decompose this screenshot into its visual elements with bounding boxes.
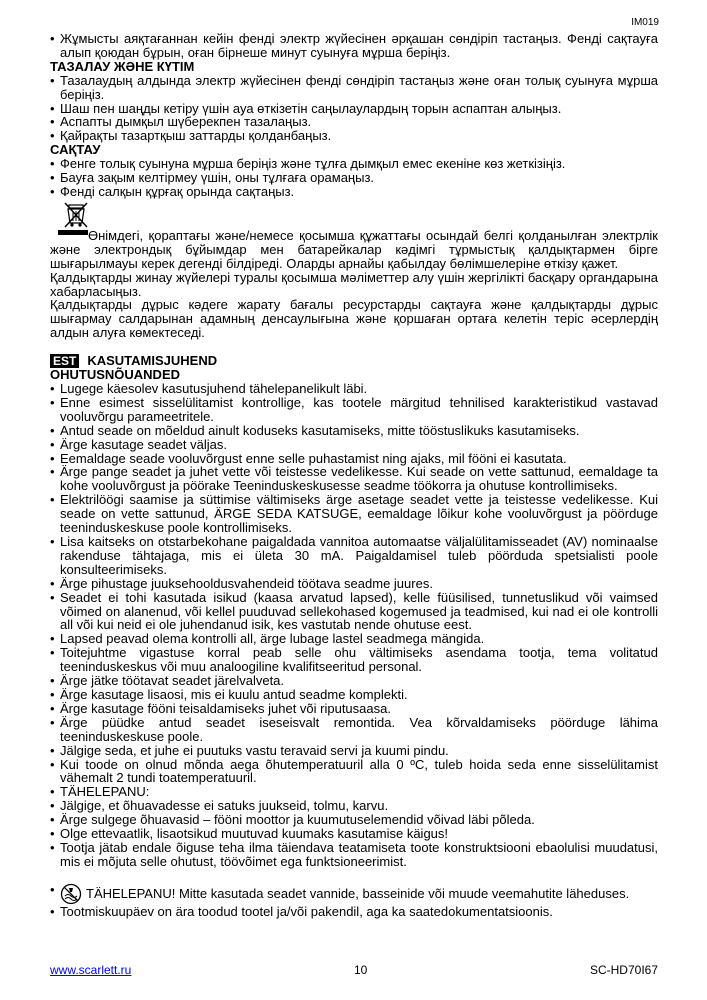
list-item: • Бауға зақым келтірмеу үшін, оны тұлғаға орамаңыз.	[50, 171, 658, 185]
list-item: • TÄHELEPANU:	[50, 785, 658, 799]
warning-item	[50, 883, 658, 905]
est-safety-heading: OHUTUSNÕUANDED	[50, 367, 180, 383]
kz-storage-list	[50, 157, 658, 199]
list-item: • Қайрақты тазартқыш заттарды қолданбаңыз.	[50, 129, 658, 143]
warning-line	[60, 883, 658, 905]
list-item: • Lapsed peavad olema kontrolli all, ärge lubage lastel seadmega mängida.	[50, 632, 658, 646]
list-item: • Ärge kasutage lisaosi, mis ei kuulu antud seadme komplekti.	[50, 688, 658, 702]
list-item: • Аспапты дымқыл шүберекпен тазалаңыз.	[50, 115, 658, 129]
page-footer	[50, 963, 658, 977]
website-link[interactable]: www.scarlett.ru	[50, 963, 132, 977]
list-item: • Eemaldage seade vooluvõrgust enne selle puhastamist ning ajaks, mil fööni ei kasutata.	[50, 452, 658, 466]
weee-paragraph: Өнімдегі, қораптағы және/немесе қосымша құжаттағы осындай белгі қолданылған электрлік және электрондық бұйымдар мен батарейкалар кәдімгі тұрмыстық қалдықтармен бірге шығарылмауы керек дегенді білдіреді. Оларды арнайы қабылдау бөлімшелеріне өткізу қажет.	[50, 227, 658, 271]
est-warning-list	[50, 883, 658, 919]
list-item: • Toitejuhtme vigastuse korral peab selle ohu vältimiseks asendama tootja, tema volitatud teeninduskeskus või muu analoogiline kvalifitseeritud personal.	[50, 646, 658, 674]
list-item: • Enne esimest sisselülitamist kontrollige, kas tootele märgitud tehnilised karakteristikud vastavad vooluvõrgu parameetritele.	[50, 396, 658, 424]
list-item: • Ärge pihustage juuksehooldusvahendeid töötava seadme juures.	[50, 577, 658, 591]
list-item: • Тазалаудың алдында электр жүйесінен фенді сөндіріп тастаңыз және оған толық суынуға мұрша беріңіз.	[50, 74, 658, 102]
no-water-icon	[60, 883, 82, 905]
est-safety-list	[50, 382, 658, 869]
est-section-title	[50, 354, 658, 368]
list-item: • Jälgige, et õhuavadesse ei satuks juukseid, tolmu, karvu.	[50, 799, 658, 813]
list-item: • Ärge püüdke antud seadet iseseisvalt remontida. Vea kõrvaldamiseks pöörduge lähima teeninduskeskuse poole.	[50, 716, 658, 744]
list-item: • Antud seade on mõeldud ainult koduseks kasutamiseks, mitte tööstuslikuks kasutamiseks.	[50, 424, 658, 438]
weee-notice	[50, 229, 658, 340]
warning-text: • TÄHELEPANU! Mitte kasutada seadet vannide, basseinide või muude veemahutite läheduses.	[86, 885, 630, 901]
list-item: • Ärge kasutage seadet väljas.	[50, 438, 658, 452]
kz-cleaning-list	[50, 74, 658, 144]
list-item: • Tootmiskuupäev on ära toodud tootel ja/või pakendil, aga ka saatedokumentatsioonis.	[50, 905, 658, 919]
list-item: • Seadet ei tohi kasutada isikud (kaasa arvatud lapsed), kelle füüsilised, tunnetuslikud või vaimsed võimed on alanenud, või kellel puuduvad sellekohased kogemused ja teadmised, kui nad ei ole kontrolli all või kui neid ei ole juhendanud isik, kes vastutab nende ohutuse eest.	[50, 591, 658, 633]
weee-paragraph: Қалдықтарды жинау жүйелері туралы қосымша мәліметтер алу үшін жергілікті басқару органдарына хабарласыңыз.	[50, 269, 658, 299]
manual-title: KASUTAMISJUHEND	[87, 353, 218, 369]
page-number: 10	[353, 963, 368, 977]
language-badge: EST	[50, 354, 79, 368]
list-item: • Olge ettevaatlik, lisaotsikud muutuvad kuumaks kasutamise käigus!	[50, 827, 658, 841]
list-item: • Ärge pange seadet ja juhet vette või teistesse vedelikesse. Kui seade on vette sattunud, eemaldage ta kohe vooluvõrgust ja pöörake Teeninduskeskusesse seadme töökorra ja ohutuse kontrollimiseks.	[50, 465, 658, 493]
list-item: • Kui toode on olnud mõnda aega õhutemperatuuril alla 0 ºC, tuleb hoida seda enne sisselülitamist vähemalt 2 tundi toatemperatuuril.	[50, 758, 658, 786]
list-item: • Ärge kasutage fööni teisaldamiseks juhet või riputusaasa.	[50, 702, 658, 716]
document-body	[50, 32, 658, 919]
list-item: • Jälgige seda, et juhe ei puutuks vastu teravaid servi ja kuumi pindu.	[50, 744, 658, 758]
document-code: SC-HD70I67	[589, 963, 658, 977]
list-item: • Ärge jätke töötavat seadet järelvalveta.	[50, 674, 658, 688]
list-item: • Elektrilöögi saamise ja süttimise vältimiseks ärge asetage seadet vette ja teistesse vedelikesse. Kui seade on vette sattunud, ÄRGE SEDA KATSUGE, eemaldage lõikur kohe vooluvõrgust ja pöörduge teeninduskeskuse poole kontrollimiseks.	[50, 493, 658, 535]
list-item: • Шаш пен шаңды кетіру үшін ауа өткізетін саңылаулардың торын аспаптан алыңыз.	[50, 102, 658, 116]
kz-cleaning-heading: ТАЗАЛАУ ЖӘНЕ КҮТІМ	[50, 58, 195, 74]
list-item: • Lisa kaitseks on otstarbekohane paigaldada vannitoa automaatse väljalülitamisseadet (AV) nominaalse rakenduse tähtajaga, mis ei ületa 30 mA. Paigaldamisel tuleb pöörduda spetsialisti poole konsulteerimiseks.	[50, 535, 658, 577]
list-item: • Фенді салқын құрғақ орында сақтаңыз.	[50, 185, 658, 199]
model-code: IM019	[631, 17, 659, 28]
list-item: • Фенге толық суынуна мұрша беріңіз және тұлға дымқыл емес екеніне көз жеткізіңіз.	[50, 157, 658, 171]
list-item: • Lugege käesolev kasutusjuhend tähelepanelikult läbi.	[50, 382, 658, 396]
list-item: • Ärge sulgege õhuavasid – fööni moottor ja kuumutuselemendid võivad läbi põleda.	[50, 813, 658, 827]
list-item: • Tootja jätab endale õiguse teha ilma täiendava teatamiseta toote konstruktsiooni ebaolulisi muudatusi, mis ei mõjuta selle ohutust, töövõimet ega funktsioneerimist.	[50, 841, 658, 869]
weee-paragraph: Қалдықтарды дұрыс кәдеге жарату бағалы ресурстарды сақтауға және қалдықтарды дұрыс шығармау салдарынан адамның денсаулығына және қоршаған ортаға келетін теріс әсерлердің алдын алуға көмектеседі.	[50, 297, 658, 341]
list-item: • Жұмысты аяқтағаннан кейін фенді электр жүйесінен әрқашан сөндіріп тастаңыз. Фенді сақтауға алып қоюдан бұрын, оған бірнеше минут суынуға мұрша беріңіз.	[50, 32, 658, 60]
kz-intro-list	[50, 32, 658, 60]
kz-storage-heading: САҚТАУ	[50, 142, 101, 158]
